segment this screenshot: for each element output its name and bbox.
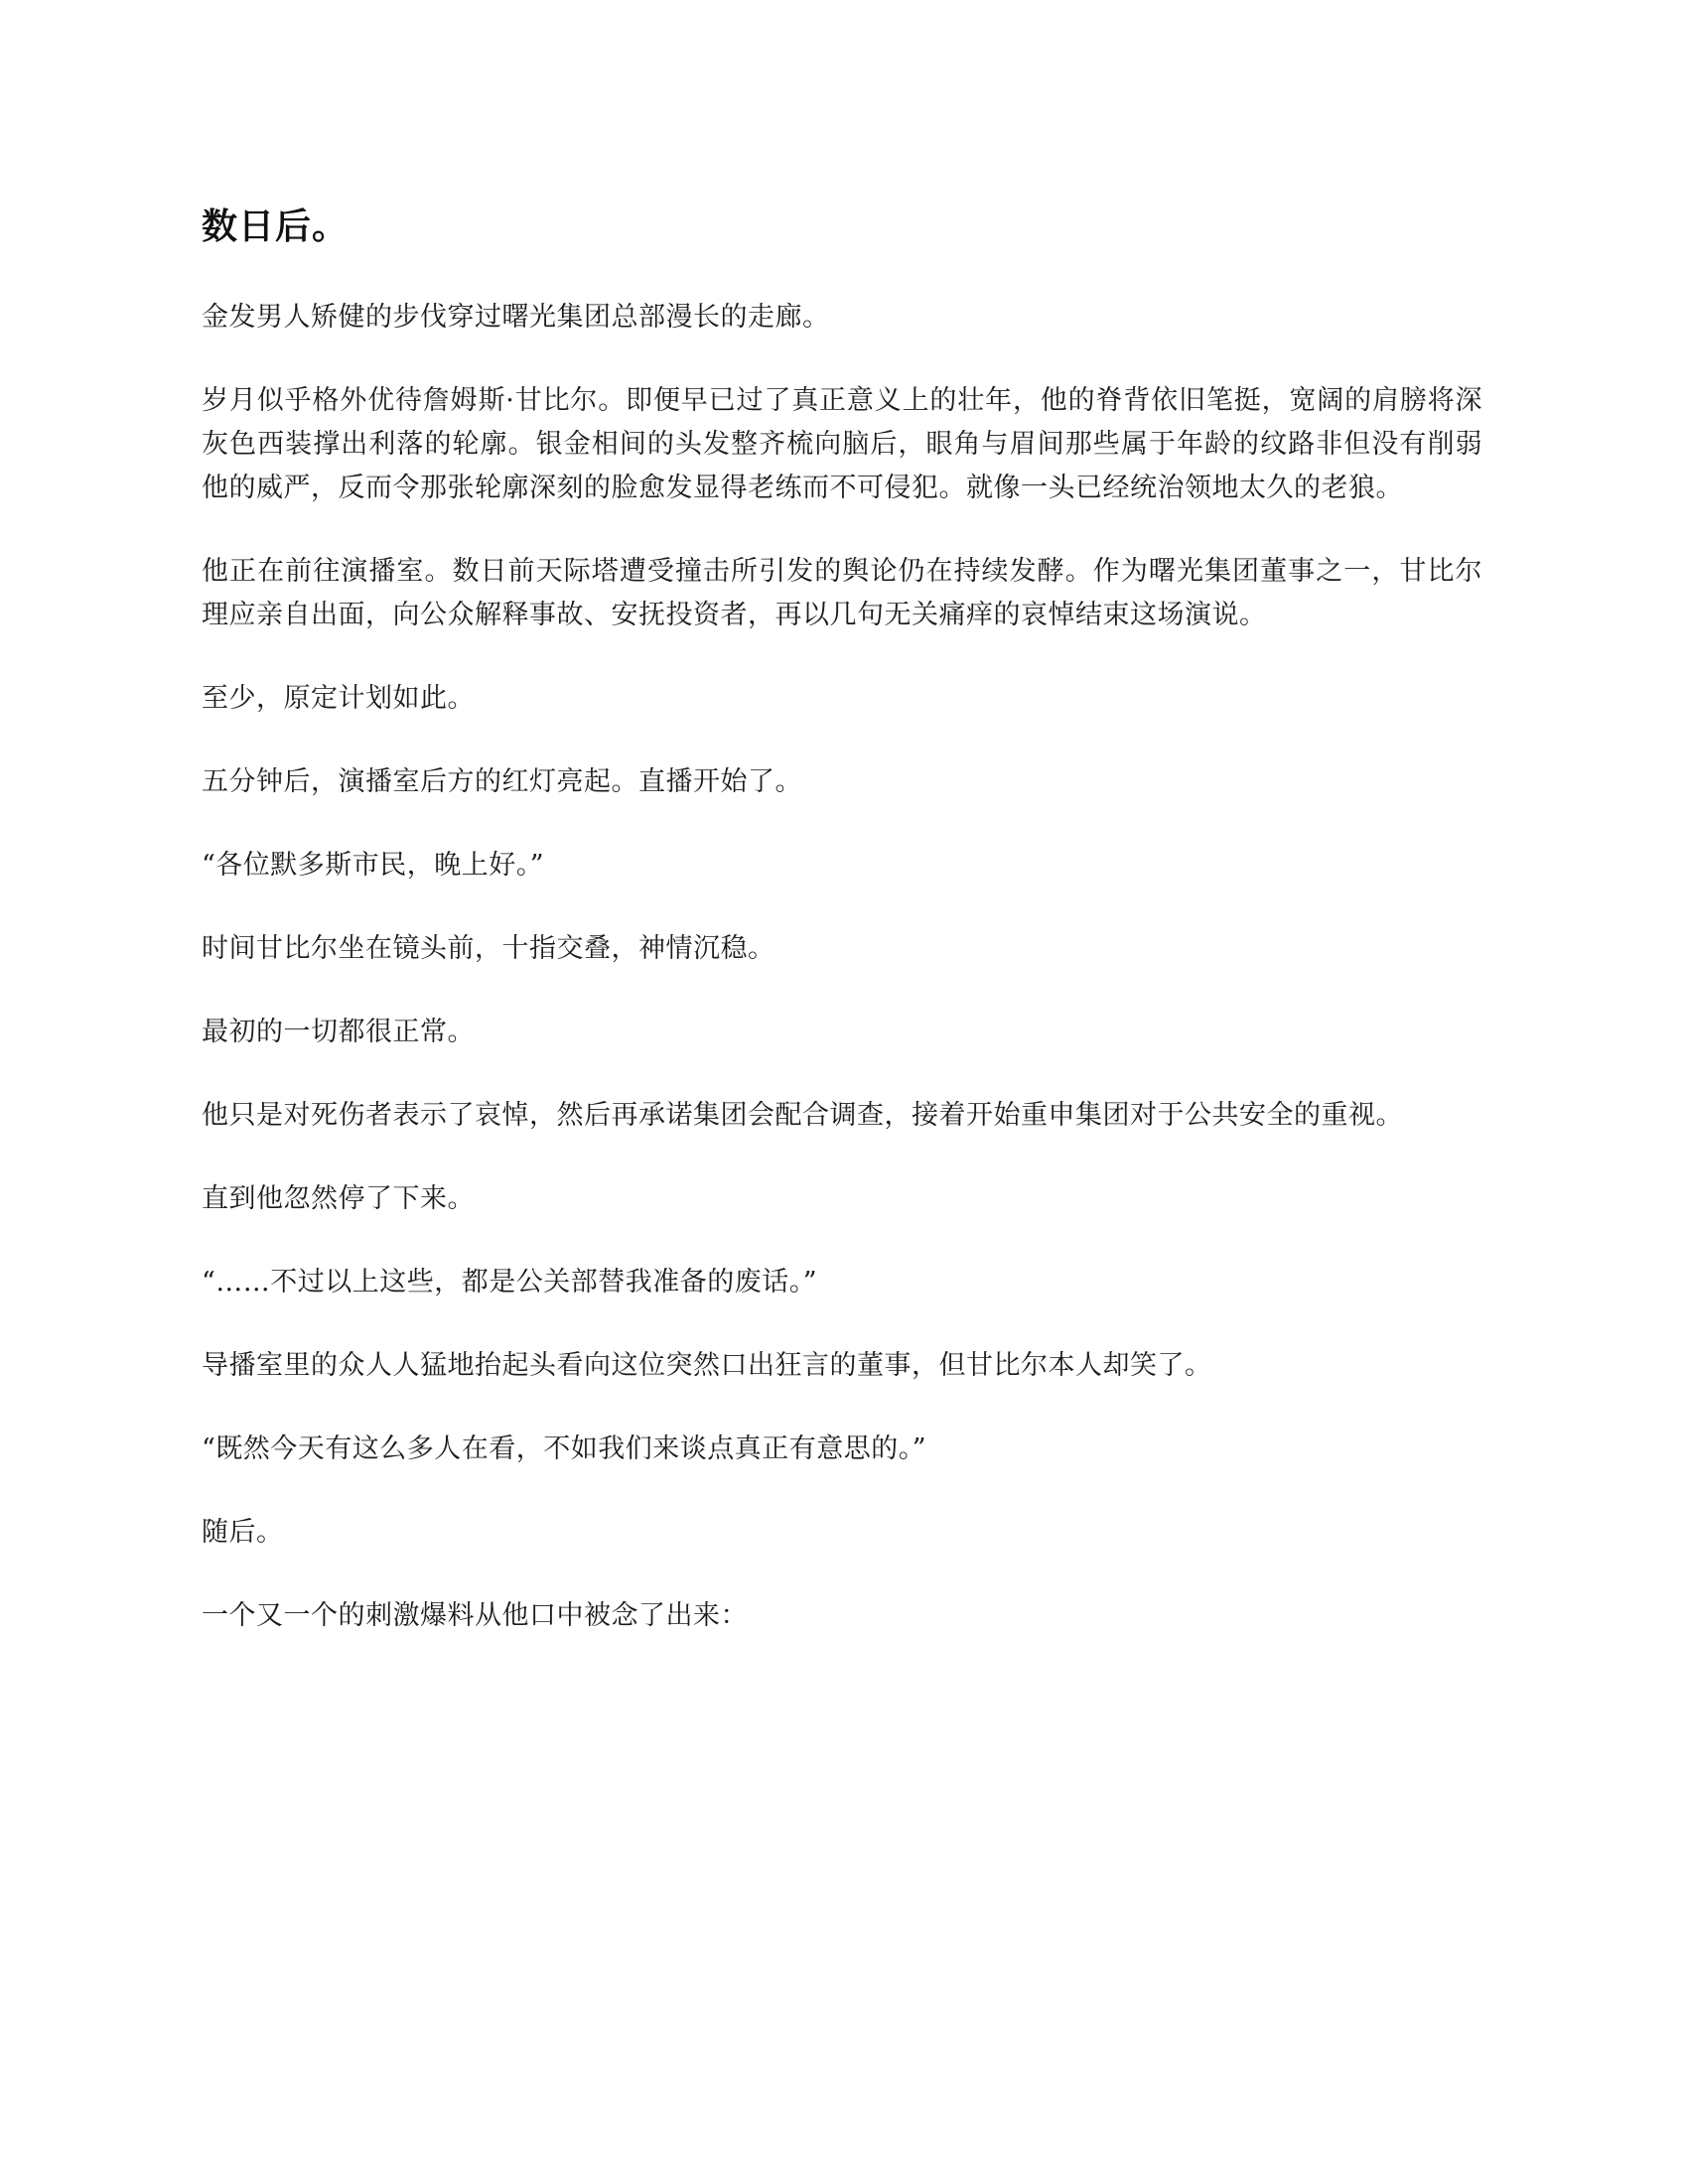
paragraph-7: 时间甘比尔坐在镜头前，十指交叠，神情沉稳。	[202, 933, 775, 964]
chapter-heading: 数日后。	[202, 205, 350, 247]
document-page	[202, 199, 1482, 1678]
paragraph-8: 最初的一切都很正常。	[202, 1017, 475, 1047]
paragraph-4: 至少，原定计划如此。	[202, 683, 475, 714]
paragraph-11: “……不过以上这些，都是公关部替我准备的废话。”	[202, 1267, 818, 1297]
paragraph-2: 岁月似乎格外优待詹姆斯·甘比尔。即便早已过了真正意义上的壮年，他的脊背依旧笔挺，宽阔的肩膀将深灰色西装撑出利落的轮廓。银金相间的头发整齐梳向脑后，眼角与眉间那些属于年龄的纹路非但没有削弱他的威严，反而令那张轮廓深刻的脸愈发显得老练而不可侵犯。就像一头已经统治领地太久的老狼。	[202, 385, 1482, 503]
paragraph-9: 他只是对死伤者表示了哀悼，然后再承诺集团会配合调查，接着开始重申集团对于公共安全的重视。	[202, 1100, 1403, 1131]
paragraph-10: 直到他忽然停了下来。	[202, 1183, 475, 1214]
paragraph-1: 金发男人矫健的步伐穿过曙光集团总部漫长的走廊。	[202, 302, 830, 333]
paragraph-12: 导播室里的众人人猛地抬起头看向这位突然口出狂言的董事，但甘比尔本人却笑了。	[202, 1350, 1212, 1381]
paragraph-13: “既然今天有这么多人在看，不如我们来谈点真正有意思的。”	[202, 1433, 927, 1464]
paragraph-15: 一个又一个的刺激爆料从他口中被念了出来：	[202, 1600, 748, 1631]
paragraph-6: “各位默多斯市民，晚上好。”	[202, 850, 545, 881]
paragraph-3: 他正在前往演播室。数日前天际塔遭受撞击所引发的舆论仍在持续发酵。作为曙光集团董事之一，甘比尔理应亲自出面，向公众解释事故、安抚投资者，再以几句无关痛痒的哀悼结束这场演说。	[202, 556, 1482, 630]
paragraph-14: 随后。	[202, 1517, 284, 1548]
paragraph-5: 五分钟后，演播室后方的红灯亮起。直播开始了。	[202, 766, 802, 797]
